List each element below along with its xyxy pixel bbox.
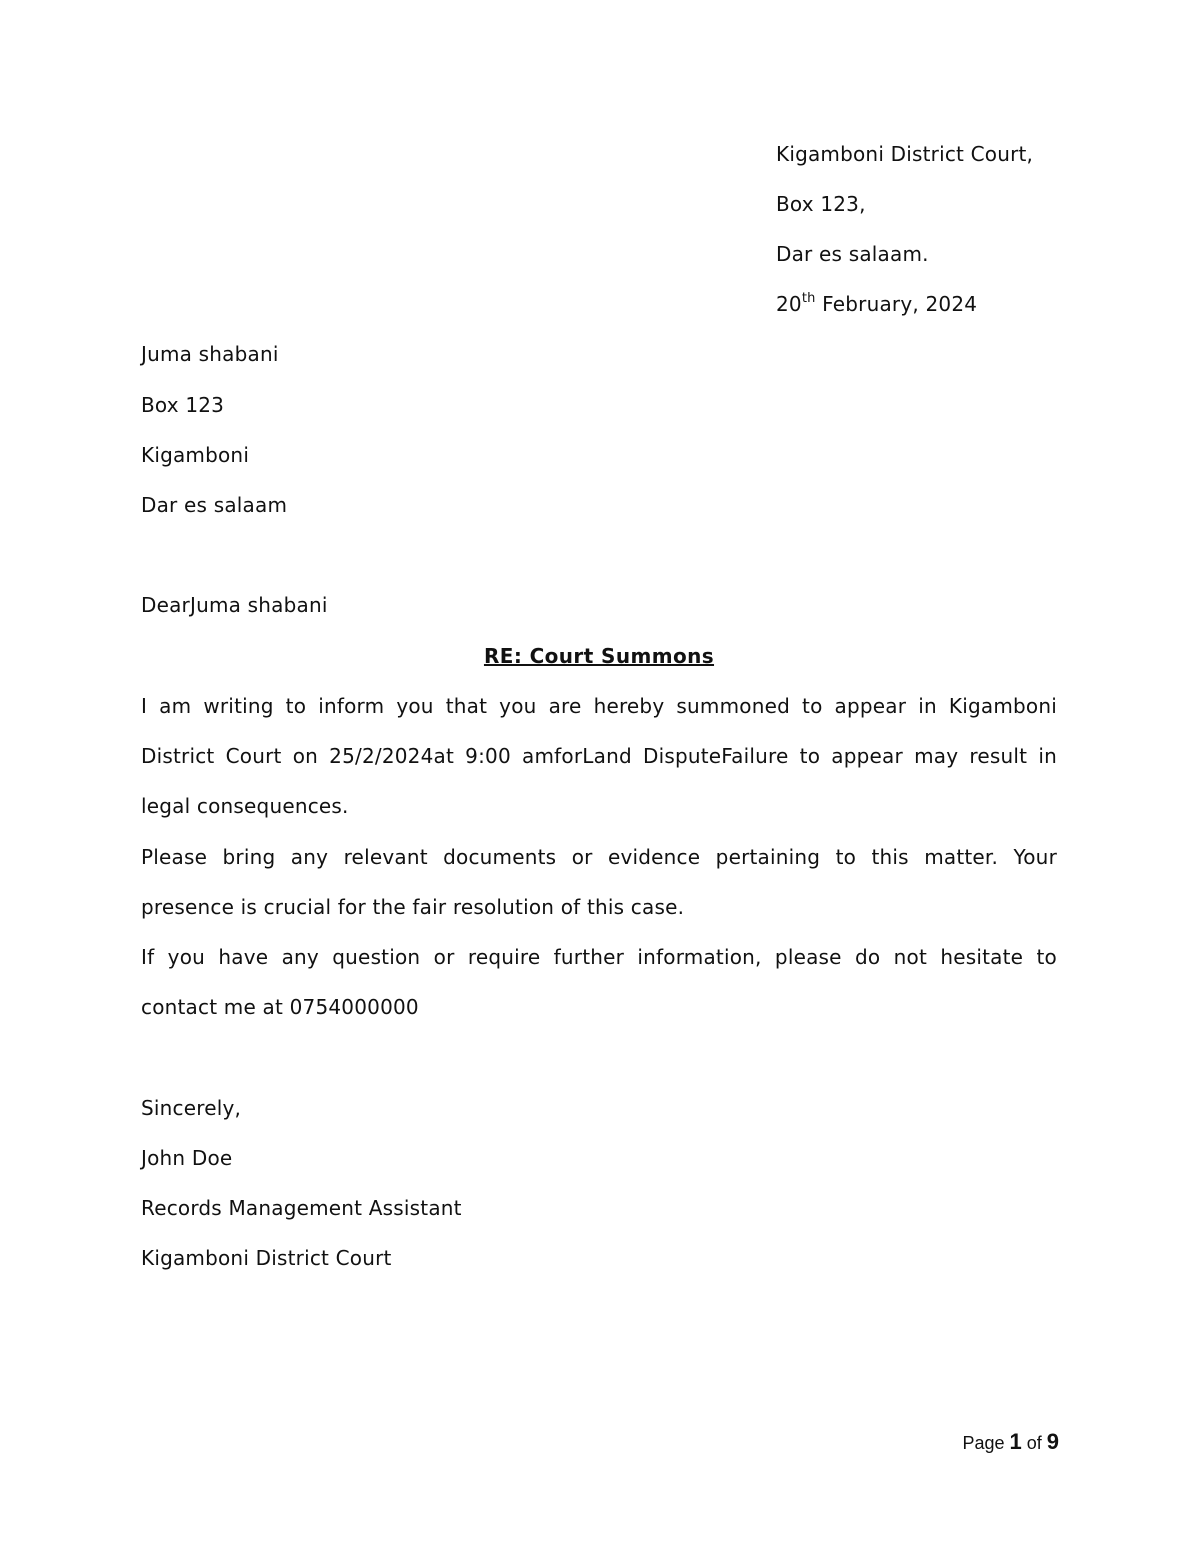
body-paragraph-1-line-2: District Court on 25/2/2024at 9:00 amforLand DisputeFailure to appear may result in: [141, 744, 1057, 768]
total-pages: 9: [1046, 1429, 1059, 1454]
body-paragraph-3-line-1: If you have any question or require further information, please do not hesitate to: [141, 945, 1057, 969]
date-day: 20: [776, 292, 802, 316]
recipient-city: Dar es salaam: [141, 493, 288, 517]
body-paragraph-2-line-2: presence is crucial for the fair resolution of this case.: [141, 895, 685, 919]
signer-organization: Kigamboni District Court: [141, 1246, 392, 1270]
salutation: DearJuma shabani: [141, 593, 328, 617]
sender-court: Kigamboni District Court,: [776, 142, 1034, 166]
current-page: 1: [1009, 1429, 1022, 1454]
body-paragraph-1-line-3: legal consequences.: [141, 794, 349, 818]
recipient-box: Box 123: [141, 393, 225, 417]
date-rest: February, 2024: [815, 292, 978, 316]
subject-heading: RE: Court Summons: [483, 644, 715, 668]
letter-date: [776, 292, 977, 316]
signer-name: John Doe: [141, 1146, 233, 1170]
signer-title: Records Management Assistant: [141, 1196, 462, 1220]
of-word: of: [1021, 1433, 1047, 1453]
sender-box: Box 123,: [776, 192, 866, 216]
recipient-area: Kigamboni: [141, 443, 250, 467]
recipient-name: Juma shabani: [141, 342, 279, 366]
body-paragraph-1-line-1: I am writing to inform you that you are hereby summoned to appear in Kigamboni: [141, 694, 1057, 718]
page-word: Page: [962, 1433, 1010, 1453]
date-suffix: th: [801, 291, 816, 306]
sender-city: Dar es salaam.: [776, 242, 929, 266]
body-paragraph-3-line-2: contact me at 0754000000: [141, 995, 419, 1019]
valediction: Sincerely,: [141, 1096, 242, 1120]
page-number-footer: [962, 1430, 1059, 1455]
body-paragraph-2-line-1: Please bring any relevant documents or evidence pertaining to this matter. Your: [141, 845, 1057, 869]
